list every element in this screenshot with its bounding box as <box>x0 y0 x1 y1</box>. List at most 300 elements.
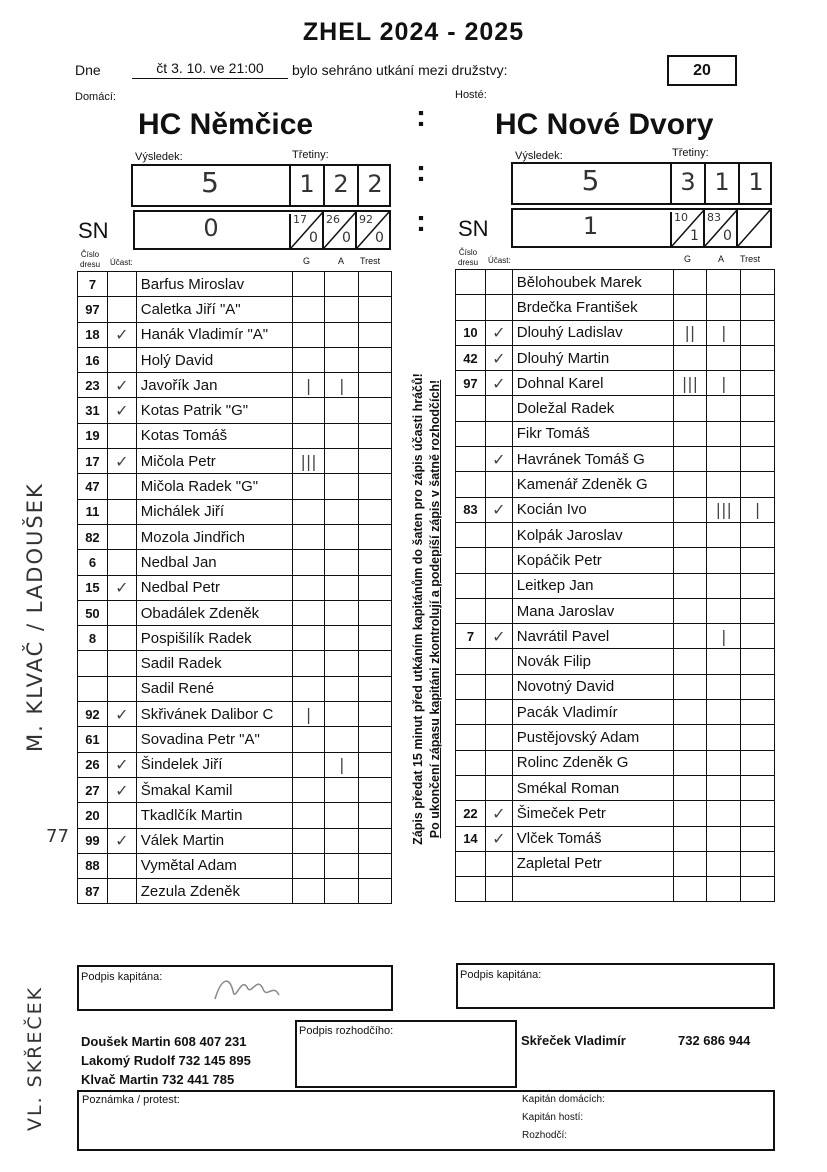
jersey-number[interactable]: 87 <box>78 879 108 904</box>
attendance-mark[interactable]: ✓ <box>107 828 136 853</box>
penalty-mark[interactable] <box>741 725 775 750</box>
player-name[interactable]: Mičola Radek "G" <box>136 474 292 499</box>
goals-mark[interactable] <box>673 548 707 573</box>
attendance-mark[interactable] <box>485 674 512 699</box>
player-name[interactable]: Mana Jaroslav <box>512 598 673 623</box>
penalty-mark[interactable] <box>359 297 392 322</box>
penalty-mark[interactable] <box>359 600 392 625</box>
player-name[interactable]: Kotas Tomáš <box>136 423 292 448</box>
assists-mark[interactable] <box>707 598 741 623</box>
goals-mark[interactable] <box>292 651 325 676</box>
penalty-mark[interactable] <box>359 626 392 651</box>
goals-mark[interactable] <box>673 447 707 472</box>
attendance-mark[interactable] <box>107 499 136 524</box>
attendance-mark[interactable] <box>485 472 512 497</box>
jersey-number[interactable] <box>456 573 486 598</box>
player-name[interactable]: Kolpák Jaroslav <box>512 522 673 547</box>
goals-mark[interactable] <box>673 700 707 725</box>
attendance-mark[interactable] <box>485 598 512 623</box>
player-name[interactable]: Pospišilík Radek <box>136 626 292 651</box>
attendance-mark[interactable] <box>107 626 136 651</box>
goals-mark[interactable] <box>673 295 707 320</box>
penalty-mark[interactable] <box>359 828 392 853</box>
player-name[interactable]: Kopáčik Petr <box>512 548 673 573</box>
attendance-mark[interactable]: ✓ <box>107 373 136 398</box>
attendance-mark[interactable] <box>485 750 512 775</box>
attendance-mark[interactable] <box>107 474 136 499</box>
player-name[interactable]: Zapletal Petr <box>512 851 673 876</box>
attendance-mark[interactable]: ✓ <box>107 752 136 777</box>
away-captain-signature[interactable] <box>456 963 775 1009</box>
penalty-mark[interactable] <box>359 803 392 828</box>
assists-mark[interactable]: | <box>707 320 741 345</box>
player-name[interactable]: Skřivánek Dalibor C <box>136 702 292 727</box>
player-name[interactable] <box>512 877 673 902</box>
jersey-number[interactable] <box>456 522 486 547</box>
referee-signature-box[interactable] <box>295 1020 517 1088</box>
attendance-mark[interactable] <box>485 649 512 674</box>
player-name[interactable]: Dlouhý Ladislav <box>512 320 673 345</box>
penalty-mark[interactable] <box>741 826 775 851</box>
goals-mark[interactable] <box>292 524 325 549</box>
attendance-mark[interactable] <box>485 573 512 598</box>
assists-mark[interactable] <box>325 879 359 904</box>
assists-mark[interactable] <box>325 474 359 499</box>
goals-mark[interactable] <box>292 575 325 600</box>
assists-mark[interactable] <box>707 877 741 902</box>
jersey-number[interactable] <box>456 725 486 750</box>
player-name[interactable]: Navrátil Pavel <box>512 624 673 649</box>
player-name[interactable]: Šindelek Jiří <box>136 752 292 777</box>
assists-mark[interactable] <box>707 472 741 497</box>
assists-mark[interactable]: | <box>707 371 741 396</box>
player-name[interactable]: Válek Martin <box>136 828 292 853</box>
assists-mark[interactable] <box>325 524 359 549</box>
player-name[interactable]: Pustějovský Adam <box>512 725 673 750</box>
player-name[interactable]: Michálek Jiří <box>136 499 292 524</box>
jersey-number[interactable]: 7 <box>78 272 108 297</box>
player-name[interactable]: Vlček Tomáš <box>512 826 673 851</box>
goals-mark[interactable]: ||| <box>673 371 707 396</box>
attendance-mark[interactable] <box>107 524 136 549</box>
player-name[interactable]: Pacák Vladimír <box>512 700 673 725</box>
goals-mark[interactable] <box>292 879 325 904</box>
penalty-mark[interactable] <box>359 702 392 727</box>
goals-mark[interactable]: | <box>292 373 325 398</box>
penalty-mark[interactable] <box>359 347 392 372</box>
attendance-mark[interactable] <box>485 700 512 725</box>
attendance-mark[interactable]: ✓ <box>485 447 512 472</box>
assists-mark[interactable] <box>325 347 359 372</box>
attendance-mark[interactable] <box>107 347 136 372</box>
jersey-number[interactable]: 14 <box>456 826 486 851</box>
jersey-number[interactable]: 6 <box>78 550 108 575</box>
player-name[interactable]: Havránek Tomáš G <box>512 447 673 472</box>
attendance-mark[interactable]: ✓ <box>107 322 136 347</box>
goals-mark[interactable] <box>673 573 707 598</box>
player-name[interactable]: Barfus Miroslav <box>136 272 292 297</box>
jersey-number[interactable] <box>456 674 486 699</box>
penalty-mark[interactable] <box>741 472 775 497</box>
goals-mark[interactable] <box>292 853 325 878</box>
penalty-mark[interactable] <box>741 775 775 800</box>
player-name[interactable]: Sovadina Petr "A" <box>136 727 292 752</box>
attendance-mark[interactable] <box>107 651 136 676</box>
penalty-mark[interactable] <box>741 295 775 320</box>
assists-mark[interactable]: | <box>325 373 359 398</box>
jersey-number[interactable]: 99 <box>78 828 108 853</box>
attendance-mark[interactable] <box>107 803 136 828</box>
jersey-number[interactable]: 92 <box>78 702 108 727</box>
player-name[interactable]: Zezula Zdeněk <box>136 879 292 904</box>
attendance-mark[interactable] <box>107 297 136 322</box>
jersey-number[interactable]: 82 <box>78 524 108 549</box>
jersey-number[interactable] <box>456 295 486 320</box>
penalty-mark[interactable] <box>741 598 775 623</box>
player-name[interactable]: Nedbal Petr <box>136 575 292 600</box>
attendance-mark[interactable]: ✓ <box>107 702 136 727</box>
penalty-mark[interactable] <box>741 851 775 876</box>
attendance-mark[interactable] <box>485 421 512 446</box>
assists-mark[interactable] <box>707 674 741 699</box>
jersey-number[interactable] <box>456 421 486 446</box>
penalty-mark[interactable] <box>741 624 775 649</box>
player-name[interactable]: Tkadlčík Martin <box>136 803 292 828</box>
player-name[interactable]: Novotný David <box>512 674 673 699</box>
jersey-number[interactable] <box>456 598 486 623</box>
penalty-mark[interactable] <box>359 575 392 600</box>
jersey-number[interactable]: 42 <box>456 345 486 370</box>
penalty-mark[interactable] <box>741 750 775 775</box>
goals-mark[interactable] <box>292 297 325 322</box>
jersey-number[interactable]: 22 <box>456 801 486 826</box>
player-name[interactable]: Holý David <box>136 347 292 372</box>
penalty-mark[interactable] <box>741 371 775 396</box>
assists-mark[interactable] <box>707 522 741 547</box>
goals-mark[interactable] <box>673 750 707 775</box>
player-name[interactable]: Fikr Tomáš <box>512 421 673 446</box>
penalty-mark[interactable] <box>359 853 392 878</box>
penalty-mark[interactable] <box>741 649 775 674</box>
penalty-mark[interactable] <box>359 499 392 524</box>
penalty-mark[interactable] <box>741 801 775 826</box>
jersey-number[interactable]: 23 <box>78 373 108 398</box>
assists-mark[interactable] <box>707 801 741 826</box>
jersey-number[interactable] <box>78 651 108 676</box>
goals-mark[interactable] <box>673 801 707 826</box>
assists-mark[interactable] <box>707 396 741 421</box>
penalty-mark[interactable] <box>359 879 392 904</box>
penalty-mark[interactable] <box>741 700 775 725</box>
penalty-mark[interactable] <box>359 727 392 752</box>
player-name[interactable]: Doležal Radek <box>512 396 673 421</box>
attendance-mark[interactable]: ✓ <box>485 801 512 826</box>
assists-mark[interactable]: ||| <box>707 497 741 522</box>
goals-mark[interactable] <box>292 398 325 423</box>
assists-mark[interactable] <box>707 270 741 295</box>
penalty-mark[interactable] <box>359 398 392 423</box>
goals-mark[interactable] <box>292 474 325 499</box>
jersey-number[interactable]: 83 <box>456 497 486 522</box>
goals-mark[interactable] <box>292 550 325 575</box>
goals-mark[interactable] <box>673 598 707 623</box>
player-name[interactable]: Dlouhý Martin <box>512 345 673 370</box>
attendance-mark[interactable] <box>107 423 136 448</box>
home-captain-signature[interactable] <box>77 965 393 1011</box>
player-name[interactable]: Mičola Petr <box>136 449 292 474</box>
jersey-number[interactable]: 26 <box>78 752 108 777</box>
assists-mark[interactable] <box>325 803 359 828</box>
jersey-number[interactable]: 27 <box>78 777 108 802</box>
goals-mark[interactable] <box>673 826 707 851</box>
attendance-mark[interactable]: ✓ <box>107 777 136 802</box>
penalty-mark[interactable] <box>359 676 392 701</box>
assists-mark[interactable] <box>707 775 741 800</box>
jersey-number[interactable] <box>456 270 486 295</box>
attendance-mark[interactable] <box>107 879 136 904</box>
penalty-mark[interactable] <box>359 651 392 676</box>
penalty-mark[interactable] <box>359 777 392 802</box>
goals-mark[interactable] <box>673 421 707 446</box>
player-name[interactable]: Smékal Roman <box>512 775 673 800</box>
jersey-number[interactable]: 11 <box>78 499 108 524</box>
assists-mark[interactable] <box>707 750 741 775</box>
attendance-mark[interactable] <box>485 548 512 573</box>
penalty-mark[interactable] <box>741 522 775 547</box>
penalty-mark[interactable] <box>741 877 775 902</box>
assists-mark[interactable] <box>707 345 741 370</box>
assists-mark[interactable] <box>707 421 741 446</box>
player-name[interactable]: Hanák Vladimír "A" <box>136 322 292 347</box>
attendance-mark[interactable] <box>107 676 136 701</box>
assists-mark[interactable] <box>325 398 359 423</box>
jersey-number[interactable]: 47 <box>78 474 108 499</box>
assists-mark[interactable] <box>325 449 359 474</box>
goals-mark[interactable]: | <box>292 702 325 727</box>
jersey-number[interactable] <box>456 775 486 800</box>
assists-mark[interactable] <box>325 550 359 575</box>
penalty-mark[interactable] <box>359 322 392 347</box>
penalty-mark[interactable] <box>359 474 392 499</box>
attendance-mark[interactable] <box>107 550 136 575</box>
player-name[interactable]: Javořík Jan <box>136 373 292 398</box>
assists-mark[interactable] <box>707 700 741 725</box>
penalty-mark[interactable] <box>741 396 775 421</box>
penalty-mark[interactable] <box>359 272 392 297</box>
note-protest-box[interactable] <box>77 1090 775 1151</box>
assists-mark[interactable] <box>325 499 359 524</box>
assists-mark[interactable] <box>325 626 359 651</box>
assists-mark[interactable] <box>325 777 359 802</box>
player-name[interactable]: Nedbal Jan <box>136 550 292 575</box>
player-name[interactable]: Kocián Ivo <box>512 497 673 522</box>
assists-mark[interactable] <box>325 853 359 878</box>
jersey-number[interactable] <box>456 851 486 876</box>
assists-mark[interactable] <box>707 725 741 750</box>
assists-mark[interactable] <box>325 828 359 853</box>
attendance-mark[interactable] <box>107 600 136 625</box>
attendance-mark[interactable]: ✓ <box>485 497 512 522</box>
jersey-number[interactable] <box>456 548 486 573</box>
assists-mark[interactable] <box>325 600 359 625</box>
jersey-number[interactable] <box>456 472 486 497</box>
jersey-number[interactable]: 15 <box>78 575 108 600</box>
goals-mark[interactable] <box>673 725 707 750</box>
jersey-number[interactable]: 16 <box>78 347 108 372</box>
assists-mark[interactable] <box>707 447 741 472</box>
player-name[interactable]: Leitkep Jan <box>512 573 673 598</box>
penalty-mark[interactable] <box>359 423 392 448</box>
goals-mark[interactable]: ||| <box>292 449 325 474</box>
jersey-number[interactable]: 20 <box>78 803 108 828</box>
player-name[interactable]: Dohnal Karel <box>512 371 673 396</box>
assists-mark[interactable] <box>707 548 741 573</box>
goals-mark[interactable] <box>292 600 325 625</box>
player-name[interactable]: Kotas Patrik "G" <box>136 398 292 423</box>
penalty-mark[interactable] <box>359 449 392 474</box>
goals-mark[interactable] <box>673 775 707 800</box>
player-name[interactable]: Brdečka František <box>512 295 673 320</box>
assists-mark[interactable] <box>325 322 359 347</box>
attendance-mark[interactable] <box>485 295 512 320</box>
jersey-number[interactable] <box>456 447 486 472</box>
jersey-number[interactable] <box>456 700 486 725</box>
goals-mark[interactable] <box>292 499 325 524</box>
penalty-mark[interactable] <box>359 373 392 398</box>
goals-mark[interactable] <box>292 752 325 777</box>
player-name[interactable]: Sadil Radek <box>136 651 292 676</box>
goals-mark[interactable] <box>292 803 325 828</box>
assists-mark[interactable] <box>325 423 359 448</box>
penalty-mark[interactable] <box>741 447 775 472</box>
attendance-mark[interactable]: ✓ <box>485 624 512 649</box>
assists-mark[interactable] <box>707 826 741 851</box>
jersey-number[interactable]: 8 <box>78 626 108 651</box>
goals-mark[interactable] <box>673 851 707 876</box>
goals-mark[interactable] <box>292 777 325 802</box>
jersey-number[interactable]: 31 <box>78 398 108 423</box>
penalty-mark[interactable]: | <box>741 497 775 522</box>
player-name[interactable]: Bělohoubek Marek <box>512 270 673 295</box>
goals-mark[interactable] <box>292 423 325 448</box>
jersey-number[interactable] <box>456 649 486 674</box>
jersey-number[interactable] <box>78 676 108 701</box>
attendance-mark[interactable] <box>485 775 512 800</box>
jersey-number[interactable]: 19 <box>78 423 108 448</box>
attendance-mark[interactable] <box>485 522 512 547</box>
attendance-mark[interactable]: ✓ <box>485 320 512 345</box>
goals-mark[interactable] <box>292 347 325 372</box>
attendance-mark[interactable]: ✓ <box>485 826 512 851</box>
goals-mark[interactable] <box>292 322 325 347</box>
assists-mark[interactable] <box>325 651 359 676</box>
goals-mark[interactable] <box>292 727 325 752</box>
penalty-mark[interactable] <box>359 752 392 777</box>
attendance-mark[interactable] <box>485 725 512 750</box>
goals-mark[interactable]: || <box>673 320 707 345</box>
assists-mark[interactable] <box>325 702 359 727</box>
goals-mark[interactable] <box>673 649 707 674</box>
assists-mark[interactable]: | <box>325 752 359 777</box>
jersey-number[interactable]: 97 <box>456 371 486 396</box>
penalty-mark[interactable] <box>741 674 775 699</box>
attendance-mark[interactable] <box>107 272 136 297</box>
goals-mark[interactable] <box>673 345 707 370</box>
attendance-mark[interactable]: ✓ <box>107 449 136 474</box>
penalty-mark[interactable] <box>741 270 775 295</box>
penalty-mark[interactable] <box>741 345 775 370</box>
player-name[interactable]: Kamenář Zdeněk G <box>512 472 673 497</box>
player-name[interactable]: Mozola Jindřich <box>136 524 292 549</box>
penalty-mark[interactable] <box>359 550 392 575</box>
assists-mark[interactable] <box>707 573 741 598</box>
goals-mark[interactable] <box>673 270 707 295</box>
player-name[interactable]: Rolinc Zdeněk G <box>512 750 673 775</box>
jersey-number[interactable] <box>456 396 486 421</box>
jersey-number[interactable]: 88 <box>78 853 108 878</box>
attendance-mark[interactable] <box>485 851 512 876</box>
goals-mark[interactable] <box>292 828 325 853</box>
assists-mark[interactable] <box>325 272 359 297</box>
jersey-number[interactable] <box>456 750 486 775</box>
player-name[interactable]: Novák Filip <box>512 649 673 674</box>
jersey-number[interactable]: 18 <box>78 322 108 347</box>
attendance-mark[interactable] <box>107 727 136 752</box>
jersey-number[interactable] <box>456 877 486 902</box>
attendance-mark[interactable]: ✓ <box>107 575 136 600</box>
assists-mark[interactable] <box>707 649 741 674</box>
attendance-mark[interactable]: ✓ <box>485 345 512 370</box>
goals-mark[interactable] <box>673 497 707 522</box>
jersey-number[interactable]: 7 <box>456 624 486 649</box>
jersey-number[interactable]: 97 <box>78 297 108 322</box>
penalty-mark[interactable] <box>359 524 392 549</box>
goals-mark[interactable] <box>673 674 707 699</box>
player-name[interactable]: Caletka Jiří "A" <box>136 297 292 322</box>
assists-mark[interactable] <box>707 295 741 320</box>
attendance-mark[interactable] <box>485 270 512 295</box>
attendance-mark[interactable]: ✓ <box>107 398 136 423</box>
attendance-mark[interactable] <box>107 853 136 878</box>
goals-mark[interactable] <box>673 472 707 497</box>
attendance-mark[interactable]: ✓ <box>485 371 512 396</box>
penalty-mark[interactable] <box>741 320 775 345</box>
player-name[interactable]: Vymětal Adam <box>136 853 292 878</box>
player-name[interactable]: Obadálek Zdeněk <box>136 600 292 625</box>
player-name[interactable]: Sadil René <box>136 676 292 701</box>
penalty-mark[interactable] <box>741 421 775 446</box>
goals-mark[interactable] <box>292 676 325 701</box>
goals-mark[interactable] <box>292 272 325 297</box>
assists-mark[interactable] <box>325 297 359 322</box>
jersey-number[interactable]: 17 <box>78 449 108 474</box>
goals-mark[interactable] <box>292 626 325 651</box>
attendance-mark[interactable] <box>485 396 512 421</box>
assists-mark[interactable] <box>707 851 741 876</box>
assists-mark[interactable] <box>325 676 359 701</box>
goals-mark[interactable] <box>673 396 707 421</box>
penalty-mark[interactable] <box>741 548 775 573</box>
jersey-number[interactable]: 50 <box>78 600 108 625</box>
jersey-number[interactable]: 61 <box>78 727 108 752</box>
player-name[interactable]: Šimeček Petr <box>512 801 673 826</box>
penalty-mark[interactable] <box>741 573 775 598</box>
assists-mark[interactable] <box>325 575 359 600</box>
jersey-number[interactable]: 10 <box>456 320 486 345</box>
assists-mark[interactable] <box>325 727 359 752</box>
goals-mark[interactable] <box>673 522 707 547</box>
goals-mark[interactable] <box>673 877 707 902</box>
